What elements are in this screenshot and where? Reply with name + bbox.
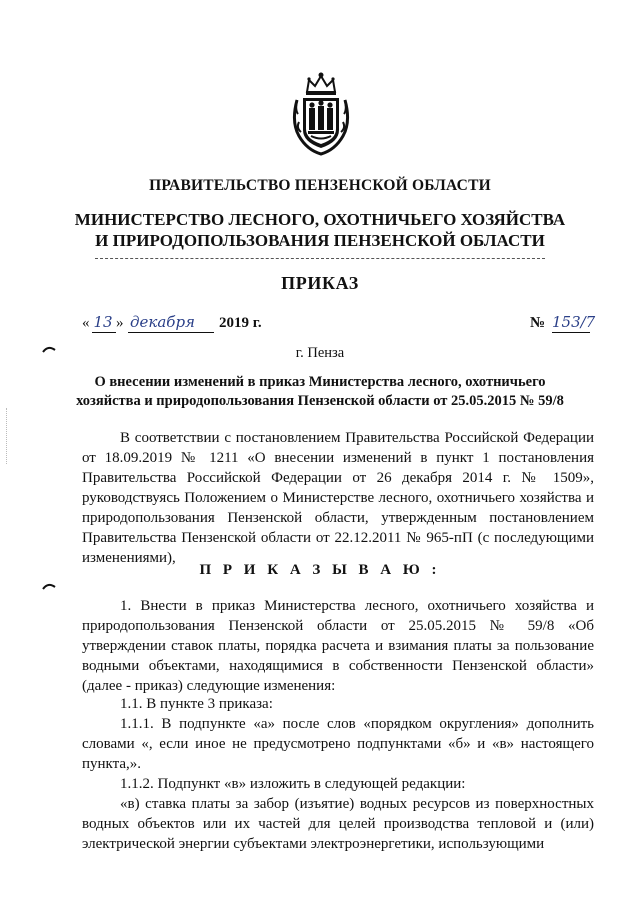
date-year: 2019 г. xyxy=(219,315,262,331)
item-1-paragraph xyxy=(82,596,594,696)
item-1-1-1-text: 1.1.1. В подпункте «а» после слов «порядком округления» дополнить словами «, если иное не предусмотрено подпунктами «б» и «в» настоящего пункта,». xyxy=(82,716,594,772)
date-open-quote: « xyxy=(82,315,90,331)
item-1-1 xyxy=(82,694,594,714)
margin-mark xyxy=(42,582,56,590)
date-month: декабря xyxy=(130,313,195,331)
number-underline xyxy=(552,332,590,333)
margin-mark xyxy=(42,345,56,353)
preamble-text: В соответствии с постановлением Правительства Российской Федерации от 18.09.2019 № 1211 «О внесении изменений в пункт 1 постановления Правительства Российской Федерации от 26 декабря 2014 г. № 1509», руководствуясь Положением о Министерстве лесного, охотничьего хозяйства и природопользования Пензенской области, утвержденным постановлением Правительства Пензенской области от 22.12.2011 № 965-пП (с последующими изменениями), xyxy=(82,430,594,566)
item-1-1-1 xyxy=(82,714,594,774)
document-title-line1: О внесении изменений в приказ Министерства лесного, охотничьего xyxy=(94,374,546,390)
document-title-line2: хозяйства и природопользования Пензенской области от 25.05.2015 № 59/8 xyxy=(76,393,564,409)
date-number-row xyxy=(82,313,596,339)
order-heading: П Р И К А З Ы В А Ю : xyxy=(199,562,441,578)
ministry-name-line2: И ПРИРОДОПОЛЬЗОВАНИЯ ПЕНЗЕНСКОЙ ОБЛАСТИ xyxy=(95,231,545,250)
city: г. Пенза xyxy=(295,345,345,361)
item-1-1-text: 1.1. В пункте 3 приказа: xyxy=(120,696,273,712)
date-day-underline xyxy=(92,332,116,333)
item-1-1-2-content xyxy=(82,794,594,854)
ministry-name-line1: МИНИСТЕРСТВО ЛЕСНОГО, ОХОТНИЧЬЕГО ХОЗЯЙСТВА xyxy=(74,210,566,229)
header-divider xyxy=(95,258,545,259)
item-1-1-2-text: 1.1.2. Подпункт «в» изложить в следующей редакции: xyxy=(120,776,466,792)
margin-dotted-line xyxy=(6,408,7,464)
date-day: 13 xyxy=(93,313,113,331)
document-type: ПРИКАЗ xyxy=(281,273,359,293)
sub-items-block xyxy=(82,694,594,854)
item-1-1-2-content-text: «в) ставка платы за забор (изъятие) водных ресурсов из поверхностных водных объектов или их частей для целей производства тепловой и (или) электрической энергии субъектами электроэнергетики, использующими xyxy=(82,796,594,852)
document-number: 153/7 xyxy=(552,313,596,331)
preamble-paragraph xyxy=(82,428,594,568)
number-label: № xyxy=(530,315,546,331)
item-1-text: 1. Внести в приказ Министерства лесного, охотничьего хозяйства и природопользования Пензенской области от 25.05.2015 № 59/8 «Об утверждении ставок платы, порядка расчета и взимания платы за пользование водными объектами, находящимися в собственности Пензенской области» (далее - приказ) следующие изменения: xyxy=(82,598,594,694)
date-month-underline xyxy=(128,332,214,333)
government-name: ПРАВИТЕЛЬСТВО ПЕНЗЕНСКОЙ ОБЛАСТИ xyxy=(149,177,491,194)
coat-of-arms-emblem xyxy=(289,70,353,156)
item-1-1-2 xyxy=(82,774,594,794)
date-close-quote: » xyxy=(116,315,124,331)
